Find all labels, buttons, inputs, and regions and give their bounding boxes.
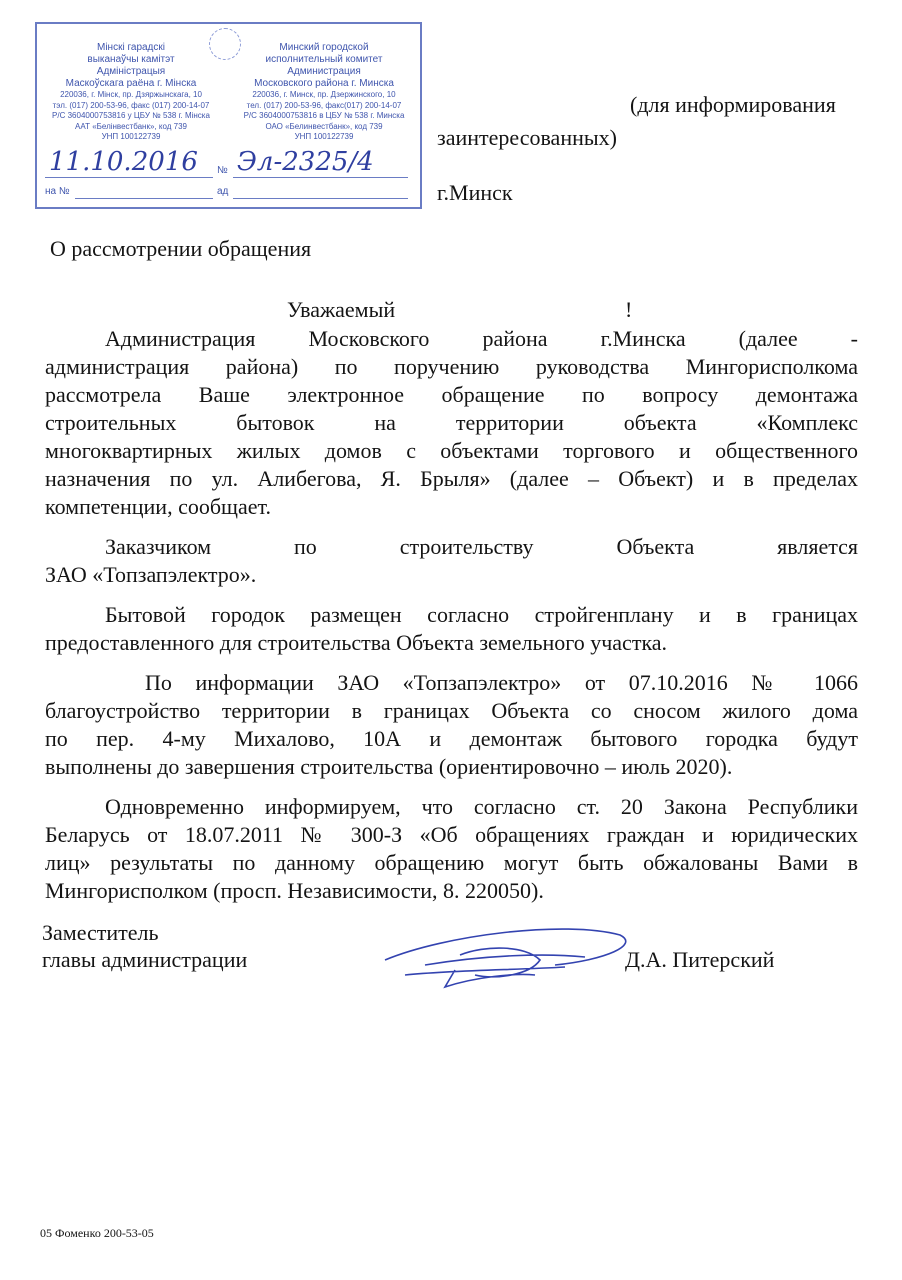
text-line: по пер. 4-му Михалово, 10А и демонтаж бытового городка будут [45, 726, 858, 751]
stamp-ref-label: на № [45, 186, 70, 197]
greeting-exclamation: ! [625, 297, 633, 322]
text-line: Мингорисполком (просп. Независимости, 8. 220050). [45, 878, 544, 903]
signatory-title-2: главы администрации [42, 947, 248, 972]
handwritten-signature [365, 915, 645, 995]
stamp-line: 220036, г. Минск, пр. Дзержинского, 10 [252, 90, 396, 99]
text-line: Администрация Московского района г.Минска (далее - [105, 326, 858, 351]
text-line: назначения по ул. Алибегова, Я. Брыля» (далее – Объект) и в пределах [45, 466, 858, 491]
letter-body [45, 325, 858, 905]
text-line: предоставленного для строительства Объекта земельного участка. [45, 630, 668, 655]
paragraph [45, 601, 858, 657]
recipient-line-1: (для информирования [630, 92, 836, 117]
text-line: ЗАО «Топзапэлектро». [45, 562, 257, 587]
stamp-line: УНП 100122739 [101, 132, 161, 141]
greeting: Уважаемый [287, 297, 396, 322]
text-line: Одновременно информируем, что согласно ст. 20 Закона Республики [105, 794, 858, 819]
text-line: администрация района) по поручению руководства Мингорисполкома [45, 354, 858, 379]
stamp-line: Маскоўскага раёна г. Мінска [65, 78, 197, 89]
registration-stamp [35, 22, 422, 209]
text-line: Беларусь от 18.07.2011 № 300-З «Об обращениях граждан и юридических [45, 822, 858, 847]
stamp-line: 220036, г. Мінск, пр. Дзяржынскага, 10 [60, 90, 202, 99]
stamp-line: Р/С 3604000753816 в ЦБУ № 538 г. Минска [243, 111, 405, 120]
stamp-line: исполнительный комитет [265, 54, 383, 65]
paragraph [45, 793, 858, 905]
stamp-date: 11.10.2016 [49, 147, 198, 177]
text-line: многоквартирных жилых домов с объектами торгового и общественного [45, 438, 858, 463]
text-line: строительных бытовок на территории объекта «Комплекс [45, 410, 858, 435]
stamp-line: тел. (017) 200-53-96, факс(017) 200-14-07 [246, 100, 402, 110]
stamp-line: Московского района г. Минска [254, 78, 394, 89]
stamp-line: Администрация [287, 66, 361, 77]
text-line: Заказчиком по строительству Объекта является [105, 534, 858, 559]
stamp-line: Минский городской [279, 42, 369, 53]
stamp-from-label: ад [217, 186, 229, 197]
stamp-line: Мінскі гарадскі [97, 42, 165, 53]
stamp-line: ААТ «Белінвестбанк», код 739 [75, 121, 187, 131]
stamp-line: тэл. (017) 200-53-96, факс (017) 200-14-07 [52, 100, 210, 110]
text-line: лиц» результаты по данному обращению могут быть обжалованы Вами в [45, 850, 858, 875]
signatory-title-1: Заместитель [42, 920, 159, 945]
text-line: выполнены до завершения строительства (ориентировочно – июль 2020). [45, 754, 733, 779]
text-line: Бытовой городок размещен согласно стройгенплану и в границах [105, 602, 858, 627]
recipient-city: г.Минск [437, 180, 513, 205]
stamp-line: Адміністрацыя [96, 66, 166, 77]
text-line: благоустройство территории в границах Объекта со сносом жилого дома [45, 698, 858, 723]
text-line: рассмотрела Ваше электронное обращение по вопросу демонтажа [45, 382, 858, 407]
paragraph [45, 669, 858, 781]
stamp-number: Эл-2325/4 [237, 147, 374, 177]
text-line: По информации ЗАО «Топзапэлектро» от 07.10.2016 № 1066 [145, 670, 858, 695]
executor-footer: 05 Фоменко 200-53-05 [40, 1226, 154, 1240]
text-line: компетенции, сообщает. [45, 494, 271, 519]
stamp-line: УНП 100122739 [294, 132, 354, 141]
stamp-russian-text [230, 42, 418, 143]
stamp-belarusian-text [37, 42, 225, 143]
signatory-name: Д.А. Питерский [625, 947, 775, 972]
subject-line: О рассмотрении обращения [50, 236, 312, 261]
stamp-line: ОАО «Белинвестбанк», код 739 [265, 121, 383, 131]
paragraph [45, 325, 858, 521]
stamp-number-label: № [217, 165, 228, 176]
stamp-line: Р/С 3604000753816 у ЦБУ № 538 г. Мінска [52, 111, 210, 120]
stamp-line: выканаўчы камітэт [87, 54, 175, 65]
paragraph [45, 533, 858, 589]
recipient-line-2: заинтересованных) [437, 125, 617, 150]
